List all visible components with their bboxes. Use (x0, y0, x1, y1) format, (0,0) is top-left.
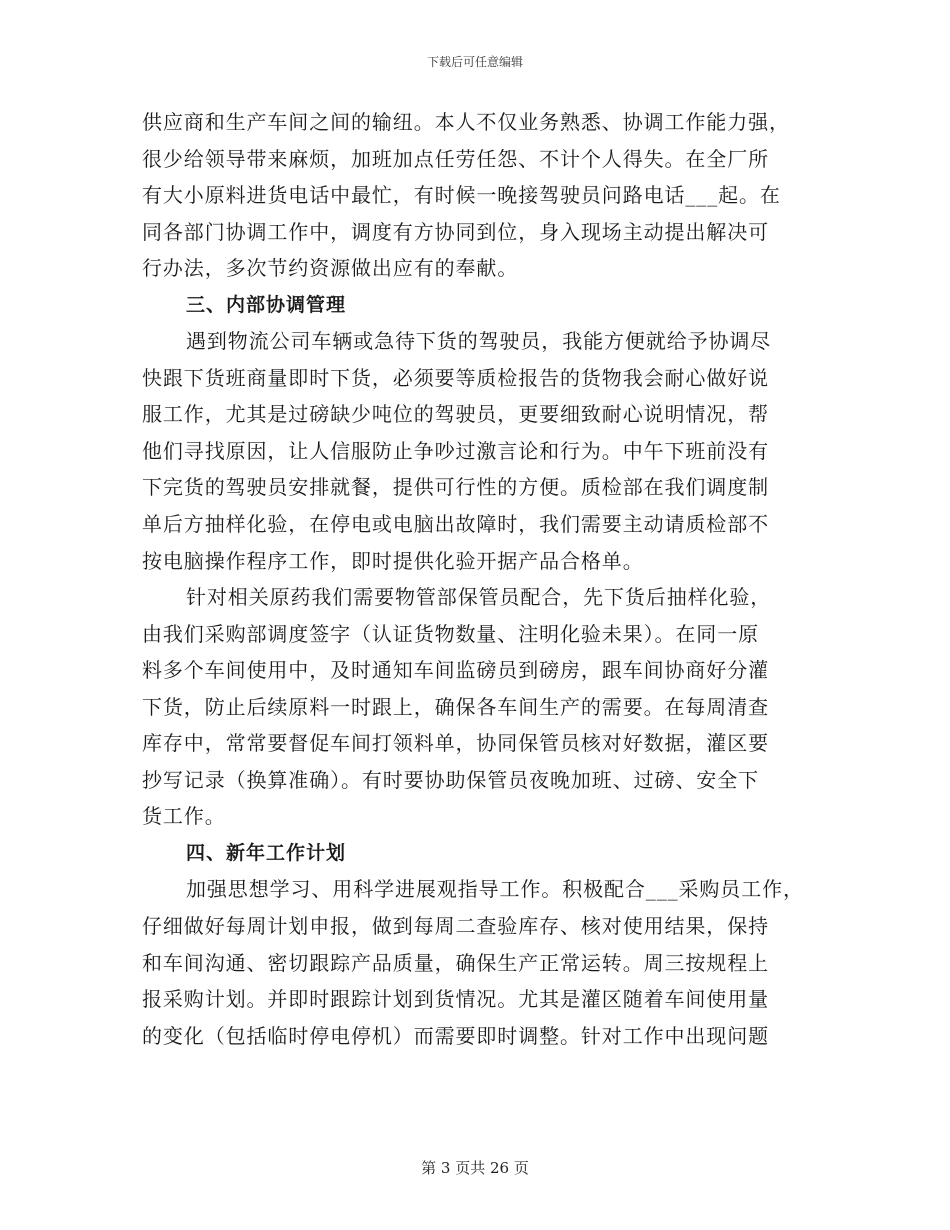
text-line: 服工作，尤其是过磅缺少吨位的驾驶员，更要细致耐心说明情况，帮 (142, 402, 769, 427)
text-line: 报采购计划。并即时跟踪计划到货情况。尤其是灌区随着车间使用量 (142, 987, 769, 1012)
text-line: 抄写记录（换算准确）。有时要协助保管员夜晚加班、过磅、安全下 (142, 767, 759, 792)
text-line: 料多个车间使用中，及时通知车间监磅员到磅房，跟车间协商好分灌 (142, 658, 769, 683)
text-line: 仔细做好每周计划申报，做到每周二查验库存、核对使用结果，保持 (142, 914, 769, 939)
text-line: 加强思想学习、用科学进展观指导工作。积极配合___采购员工作， (186, 877, 804, 902)
text-line: 很少给领导带来麻烦，加班加点任劳任怨、不计个人得失。在全厂所 (142, 146, 769, 171)
section-heading: 四、新年工作计划 (186, 841, 347, 864)
text-line: 行办法，多次节约资源做出应有的奉献。 (142, 256, 519, 281)
text-line: 针对相关原药我们需要物管部保管员配合，先下货后抽样化验， (186, 585, 772, 610)
text-line: 遇到物流公司车辆或急待下货的驾驶员，我能方便就给予协调尽 (186, 329, 772, 354)
text-line: 由我们采购部调度签字（认证货物数量、注明化验未果）。在同一原 (142, 621, 759, 646)
text-line: 他们寻找原因，让人信服防止争吵过激言论和行为。中午下班前没有 (142, 438, 769, 463)
text-line: 的变化（包括临时停电停机）而需要即时调整。针对工作中出现问题 (142, 1023, 769, 1048)
text-line: 快跟下货班商量即时下货，必须要等质检报告的货物我会耐心做好说 (142, 365, 769, 390)
text-line: 有大小原料进货电话中最忙，有时候一晚接驾驶员问路电话___起。在 (142, 183, 781, 208)
page-footer: 第 3 页共 26 页 (421, 1159, 529, 1177)
section-heading: 三、内部协调管理 (186, 293, 347, 316)
text-line: 单后方抽样化验，在停电或电脑出故障时，我们需要主动请质检部不 (142, 512, 769, 537)
document-body (142, 104, 812, 1054)
text-line: 货工作。 (142, 804, 226, 829)
text-line: 和车间沟通、密切跟踪产品质量，确保生产正常运转。周三按规程上 (142, 950, 769, 975)
text-line: 供应商和生产车间之间的输纽。本人不仅业务熟悉、协调工作能力强， (142, 110, 790, 134)
text-line: 同各部门协调工作中，调度有方协同到位，身入现场主动提出解决可 (142, 219, 769, 244)
page-header: 下载后可任意编辑 (426, 55, 523, 69)
text-line: 下货，防止后续原料一时跟上，确保各车间生产的需要。在每周清查 (142, 694, 769, 719)
text-line: 库存中，常常要督促车间打领料单，协同保管员核对好数据，灌区要 (142, 731, 769, 756)
text-line: 按电脑操作程序工作，即时提供化验开据产品合格单。 (142, 548, 644, 573)
text-line: 下完货的驾驶员安排就餐，提供可行性的方便。质检部在我们调度制 (142, 475, 769, 500)
